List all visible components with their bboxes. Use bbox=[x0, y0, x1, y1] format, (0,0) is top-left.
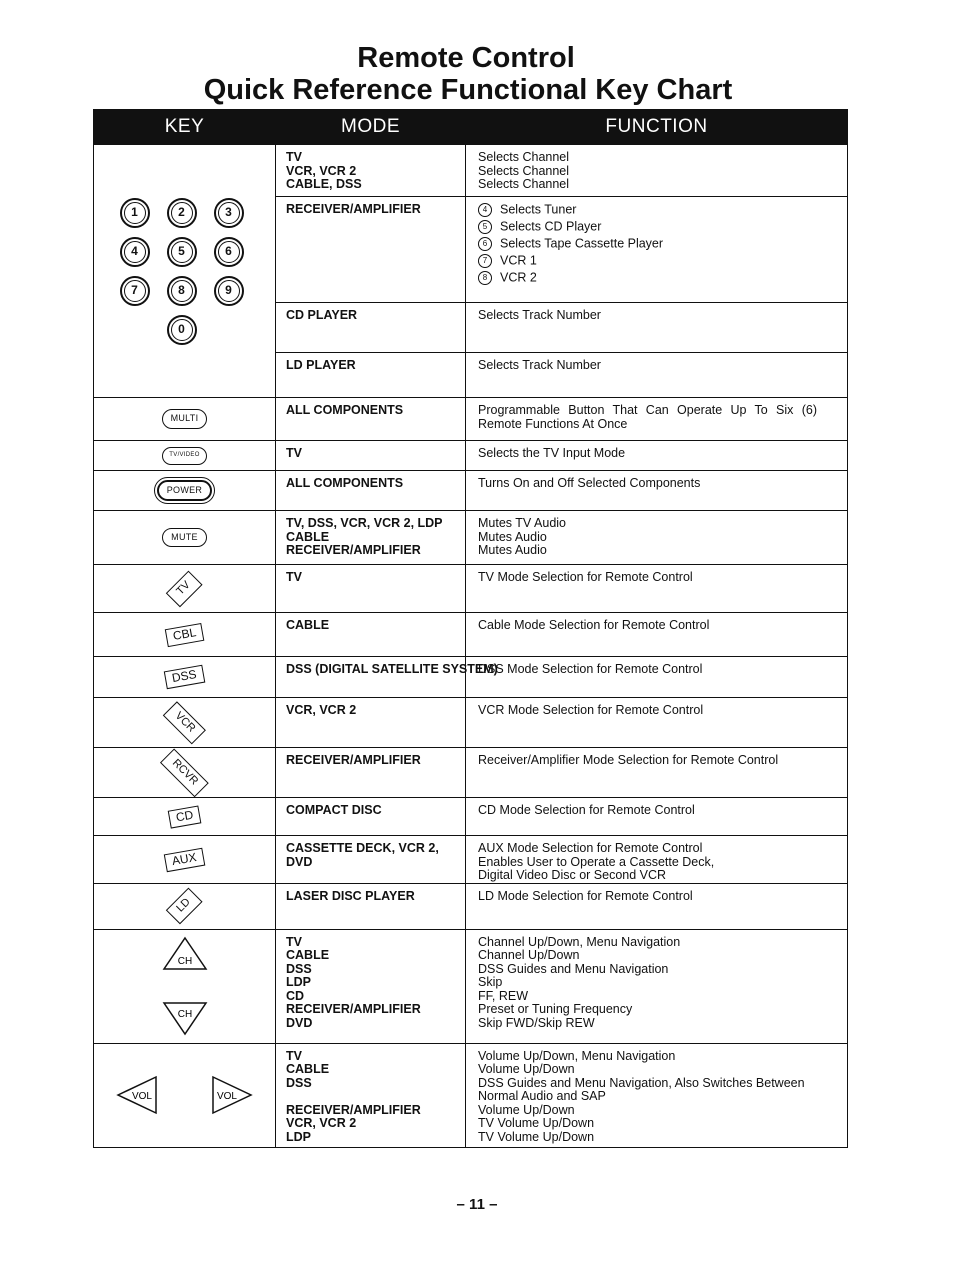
key-cell bbox=[94, 883, 276, 929]
mode-cell bbox=[276, 613, 466, 657]
volume-down-button[interactable] bbox=[116, 1073, 160, 1117]
table-row bbox=[94, 748, 848, 798]
mode-text: TV bbox=[286, 150, 302, 164]
table-row bbox=[94, 883, 848, 929]
mode-text: LDP bbox=[286, 975, 311, 989]
table-row bbox=[94, 511, 848, 565]
mode-text: CABLE, DSS bbox=[286, 177, 362, 191]
function-item bbox=[478, 237, 847, 251]
function-item bbox=[478, 254, 847, 268]
function-text: DSS Guides and Menu Navigation bbox=[478, 961, 669, 976]
function-text: VCR 2 bbox=[500, 270, 537, 285]
mode-text: CABLE bbox=[286, 948, 330, 962]
mode-cell bbox=[276, 883, 466, 929]
number-key-8[interactable] bbox=[167, 276, 197, 306]
number-bullet: 7 bbox=[478, 254, 492, 268]
mode-text: DSS bbox=[286, 961, 312, 976]
tv-video-button[interactable] bbox=[162, 447, 206, 465]
key-cell bbox=[94, 565, 276, 613]
page-number: – 11 – bbox=[456, 1196, 498, 1213]
tv-mode-button[interactable] bbox=[166, 570, 202, 606]
function-text: LD Mode Selection for Remote Control bbox=[478, 888, 693, 903]
number-key-9[interactable] bbox=[214, 276, 244, 306]
rcvr-mode-button-label: RCVR bbox=[169, 756, 201, 788]
page-subtitle: Quick Reference Functional Key Chart bbox=[203, 74, 733, 106]
mode-cell bbox=[276, 748, 466, 798]
mute-button[interactable] bbox=[162, 528, 207, 548]
key-cell bbox=[94, 1043, 276, 1147]
function-cell bbox=[466, 748, 848, 798]
key-cell bbox=[94, 929, 276, 1043]
multi-button[interactable] bbox=[162, 409, 208, 429]
mode-text: DVD bbox=[286, 1015, 313, 1030]
mode-text: RECEIVER/AMPLIFIER bbox=[286, 543, 421, 557]
number-key-label: 5 bbox=[171, 241, 193, 263]
key-cell bbox=[94, 441, 276, 471]
key-chart-table bbox=[93, 109, 848, 1148]
number-key-2[interactable] bbox=[167, 198, 197, 228]
key-cell bbox=[94, 471, 276, 511]
key-cell-number-keys bbox=[94, 145, 276, 398]
table-row bbox=[94, 145, 848, 197]
mode-cell bbox=[276, 145, 466, 197]
mode-text: VCR, VCR 2 bbox=[286, 1116, 357, 1130]
table-row bbox=[94, 929, 848, 1043]
dss-mode-button[interactable] bbox=[164, 665, 205, 689]
function-cell bbox=[466, 353, 848, 398]
power-button[interactable] bbox=[157, 480, 213, 502]
function-text: Volume Up/Down, Menu Navigation bbox=[478, 1048, 676, 1063]
mode-cell bbox=[276, 698, 466, 748]
mode-text: RECEIVER/AMPLIFIER bbox=[286, 753, 421, 767]
mode-cell bbox=[276, 836, 466, 884]
number-key-label: 9 bbox=[218, 280, 240, 302]
function-text: FF, REW bbox=[478, 988, 528, 1003]
mode-text: LD PLAYER bbox=[286, 358, 356, 372]
number-key-5[interactable] bbox=[167, 237, 197, 267]
function-text: VCR Mode Selection for Remote Control bbox=[478, 703, 704, 717]
header-function: FUNCTION bbox=[466, 110, 848, 145]
function-text: Enables User to Operate a Cassette Deck, bbox=[478, 854, 715, 869]
mode-cell bbox=[276, 303, 466, 353]
function-cell bbox=[466, 197, 848, 303]
mode-text: TV bbox=[286, 934, 302, 949]
mode-text: CABLE bbox=[286, 529, 330, 544]
channel-up-label: CH bbox=[177, 956, 192, 967]
mode-cell bbox=[276, 398, 466, 441]
mode-cell bbox=[276, 471, 466, 511]
function-text: VCR 1 bbox=[500, 253, 537, 268]
function-text: TV Mode Selection for Remote Control bbox=[478, 570, 693, 584]
function-text: Channel Up/Down, Menu Navigation bbox=[478, 934, 681, 949]
function-cell bbox=[466, 145, 848, 197]
table-row bbox=[94, 698, 848, 748]
mode-cell bbox=[276, 657, 498, 698]
vcr-mode-button-label: VCR bbox=[172, 709, 198, 735]
header-row bbox=[94, 110, 848, 145]
function-cell bbox=[466, 511, 848, 565]
key-cell bbox=[94, 698, 276, 748]
number-keypad bbox=[94, 198, 275, 345]
volume-down-label: VOL bbox=[131, 1091, 153, 1102]
channel-up-button[interactable] bbox=[162, 936, 208, 972]
function-text: Volume Up/Down bbox=[478, 1102, 575, 1117]
mode-cell bbox=[276, 197, 466, 303]
table-row bbox=[94, 657, 848, 698]
number-bullet: 8 bbox=[478, 271, 492, 285]
number-key-label: 0 bbox=[171, 319, 193, 341]
function-item bbox=[478, 220, 847, 234]
mode-text: TV bbox=[286, 1048, 302, 1063]
mode-text: CABLE bbox=[286, 618, 330, 632]
number-key-label: 6 bbox=[218, 241, 240, 263]
mode-cell bbox=[276, 1043, 466, 1147]
function-cell bbox=[466, 441, 848, 471]
number-bullet: 4 bbox=[478, 203, 492, 217]
function-text: Selects Track Number bbox=[478, 308, 601, 322]
function-cell bbox=[466, 1043, 848, 1147]
mode-text: DSS bbox=[286, 1075, 312, 1090]
mode-text: DVD bbox=[286, 854, 313, 869]
function-text: DSS Guides and Menu Navigation, Also Switches Between Normal Audio and SAP bbox=[478, 1075, 805, 1103]
key-cell bbox=[94, 511, 276, 565]
multi-button-label: MULTI bbox=[170, 413, 199, 424]
aux-mode-button-label: AUX bbox=[170, 849, 198, 868]
mode-cell bbox=[276, 798, 466, 836]
function-text: Selects Tuner bbox=[500, 202, 577, 217]
number-key-label: 4 bbox=[124, 241, 146, 263]
mode-text: DSS (DIGITAL SATELLITE SYSTEM) bbox=[286, 662, 498, 676]
mode-text: VCR, VCR 2 bbox=[286, 163, 357, 178]
ld-mode-button[interactable] bbox=[166, 888, 202, 924]
table-row bbox=[94, 441, 848, 471]
key-cell bbox=[94, 836, 276, 884]
table-row bbox=[94, 836, 848, 884]
function-text: Mutes Audio bbox=[478, 529, 547, 544]
function-item bbox=[478, 203, 847, 217]
function-text: Preset or Tuning Frequency bbox=[478, 1002, 633, 1016]
function-text: Selects Channel bbox=[478, 177, 570, 191]
function-text: Skip bbox=[478, 975, 503, 989]
number-key-7[interactable] bbox=[120, 276, 150, 306]
function-text: Mutes Audio bbox=[478, 543, 547, 557]
mode-text: TV, DSS, VCR, VCR 2, LDP bbox=[286, 516, 443, 530]
key-cell bbox=[94, 613, 276, 657]
function-text: Selects the TV Input Mode bbox=[478, 446, 626, 460]
function-cell bbox=[466, 836, 848, 884]
aux-mode-button[interactable] bbox=[164, 847, 205, 871]
mode-cell bbox=[276, 511, 466, 565]
key-cell bbox=[94, 748, 276, 798]
function-text: Selects Channel bbox=[478, 150, 570, 164]
number-key-label: 2 bbox=[171, 202, 193, 224]
function-text: Channel Up/Down bbox=[478, 948, 580, 962]
function-cell bbox=[466, 471, 848, 511]
mode-cell bbox=[276, 353, 466, 398]
volume-up-button[interactable] bbox=[209, 1073, 253, 1117]
mode-cell bbox=[276, 565, 466, 613]
cd-mode-button-label: CD bbox=[174, 807, 195, 825]
table-row bbox=[94, 471, 848, 511]
mode-text: LASER DISC PLAYER bbox=[286, 888, 415, 903]
mode-text: CABLE bbox=[286, 1062, 330, 1076]
table-row bbox=[94, 565, 848, 613]
mode-text: TV bbox=[286, 446, 302, 460]
mode-text: CD bbox=[286, 988, 305, 1003]
number-key-label: 8 bbox=[171, 280, 193, 302]
cbl-mode-button-label: CBL bbox=[171, 624, 198, 643]
function-text: DSS Mode Selection for Remote Control bbox=[478, 662, 703, 676]
tv-mode-button-label: TV bbox=[174, 578, 194, 598]
mode-cell bbox=[276, 929, 466, 1043]
tv-video-button-label: TV/VIDEO bbox=[169, 452, 200, 459]
function-cell bbox=[466, 613, 848, 657]
function-text: Selects Tape Cassette Player bbox=[500, 236, 664, 251]
function-text: AUX Mode Selection for Remote Control bbox=[478, 841, 703, 855]
key-cell bbox=[94, 798, 276, 836]
function-cell bbox=[466, 883, 848, 929]
mode-text: VCR, VCR 2 bbox=[286, 703, 357, 717]
function-text: Digital Video Disc or Second VCR bbox=[478, 868, 667, 882]
mute-button-label: MUTE bbox=[171, 531, 198, 542]
number-bullet: 6 bbox=[478, 237, 492, 251]
header-mode: MODE bbox=[276, 110, 466, 145]
volume-up-label: VOL bbox=[216, 1091, 238, 1102]
mode-text bbox=[286, 1090, 465, 1104]
function-text: Skip FWD/Skip REW bbox=[478, 1015, 595, 1030]
number-key-0[interactable] bbox=[167, 315, 197, 345]
page-title: Remote Control bbox=[357, 42, 575, 74]
function-text: Programmable Button That Can Operate Up To Six (6) Remote Functions At Once bbox=[478, 403, 817, 431]
function-text: Cable Mode Selection for Remote Control bbox=[478, 618, 710, 632]
function-cell bbox=[466, 798, 848, 836]
function-text: Mutes TV Audio bbox=[478, 516, 567, 530]
number-key-label: 7 bbox=[124, 280, 146, 302]
cd-mode-button[interactable] bbox=[168, 805, 202, 828]
function-text: Volume Up/Down bbox=[478, 1062, 575, 1076]
channel-down-label: CH bbox=[177, 1009, 192, 1020]
channel-down-button[interactable] bbox=[162, 1000, 208, 1036]
function-item bbox=[478, 271, 847, 285]
mode-text: TV bbox=[286, 570, 302, 584]
function-text: Receiver/Amplifier Mode Selection for Remote Control bbox=[478, 753, 779, 767]
mode-text: CD PLAYER bbox=[286, 308, 358, 322]
number-key-1[interactable] bbox=[120, 198, 150, 228]
function-cell bbox=[466, 929, 848, 1043]
table-row bbox=[94, 1043, 848, 1147]
number-key-3[interactable] bbox=[214, 198, 244, 228]
mode-text: RECEIVER/AMPLIFIER bbox=[286, 1102, 421, 1117]
mode-text: ALL COMPONENTS bbox=[286, 476, 404, 490]
number-bullet: 5 bbox=[478, 220, 492, 234]
key-cell bbox=[94, 398, 276, 441]
mode-text: RECEIVER/AMPLIFIER bbox=[286, 1002, 421, 1016]
number-key-label: 1 bbox=[124, 202, 146, 224]
dss-mode-button-label: DSS bbox=[170, 667, 198, 686]
function-text: Selects CD Player bbox=[500, 219, 602, 234]
vcr-mode-button[interactable] bbox=[163, 701, 206, 744]
number-key-label: 3 bbox=[218, 202, 240, 224]
header-key: KEY bbox=[94, 110, 276, 145]
function-text: Selects Track Number bbox=[478, 358, 601, 372]
mode-text: LDP bbox=[286, 1129, 311, 1144]
function-text: CD Mode Selection for Remote Control bbox=[478, 803, 695, 817]
function-cell bbox=[466, 565, 848, 613]
cbl-mode-button[interactable] bbox=[165, 623, 205, 647]
rcvr-mode-button[interactable] bbox=[160, 748, 209, 797]
function-text: TV Volume Up/Down bbox=[478, 1129, 595, 1144]
table-row bbox=[94, 798, 848, 836]
function-cell bbox=[466, 657, 848, 698]
mode-text: CASSETTE DECK, VCR 2, bbox=[286, 841, 439, 855]
table-row bbox=[94, 398, 848, 441]
table-row bbox=[94, 613, 848, 657]
power-button-label: POWER bbox=[166, 484, 203, 495]
function-cell bbox=[466, 698, 848, 748]
ld-mode-button-label: LD bbox=[174, 896, 194, 915]
mode-cell bbox=[276, 441, 466, 471]
number-key-4[interactable] bbox=[120, 237, 150, 267]
mode-text: RECEIVER/AMPLIFIER bbox=[286, 202, 421, 216]
mode-text: COMPACT DISC bbox=[286, 803, 382, 817]
function-text: Selects Channel bbox=[478, 163, 570, 178]
function-cell bbox=[466, 303, 848, 353]
function-text: TV Volume Up/Down bbox=[478, 1116, 595, 1130]
function-cell bbox=[466, 398, 848, 441]
function-text: Turns On and Off Selected Components bbox=[478, 476, 701, 490]
key-cell bbox=[94, 657, 276, 698]
number-key-6[interactable] bbox=[214, 237, 244, 267]
mode-text: ALL COMPONENTS bbox=[286, 403, 404, 417]
